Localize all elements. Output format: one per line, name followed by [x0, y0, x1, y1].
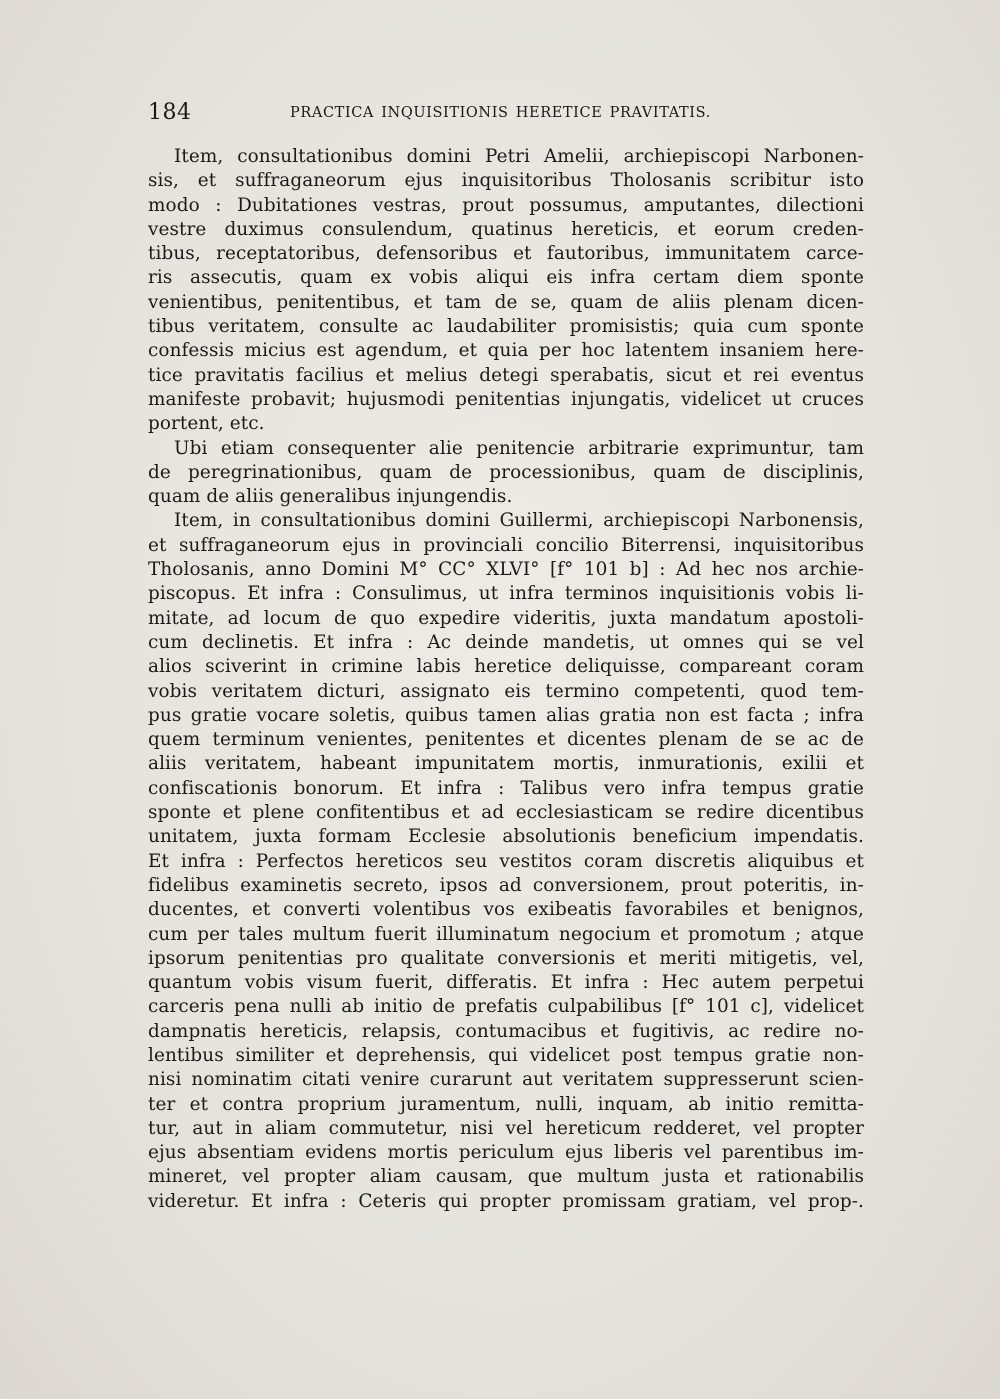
text-line: tibus veritatem, consulte ac laudabiliter promisistis; quia cum sponte — [148, 316, 864, 338]
text-line: Tholosanis, anno Domini M° CC° XLVI° [f° 101 b] : Ad hec nos archie- — [148, 559, 864, 581]
text-line: ducentes, et converti volentibus vos exibeatis favorabiles et benignos, — [148, 899, 864, 921]
text-line: piscopus. Et infra : Consulimus, ut infra terminos inquisitionis vobis li- — [148, 583, 864, 605]
text-line: vestre duximus consulendum, quatinus hereticis, et eorum creden- — [148, 218, 864, 240]
text-line: cum per tales multum fuerit illuminatum negocium et promotum ; atque — [148, 923, 864, 945]
text-line: de peregrinationibus, quam de processionibus, quam de disciplinis, — [148, 461, 864, 483]
text-line: tice pravitatis facilius et melius detegi sperabatis, sicut et rei eventus — [148, 364, 864, 386]
running-title: PRACTICA INQUISITIONIS HERETICE PRAVITATIS. — [290, 105, 711, 121]
text-line: ter et contra proprium juramentum, nulli, inquam, ab initio remitta- — [148, 1093, 864, 1115]
text-line: tur, aut in aliam commutetur, nisi vel hereticum redderet, vel propter — [148, 1117, 864, 1139]
text-line: modo : Dubitationes vestras, prout possumus, amputantes, dilectioni — [148, 194, 864, 216]
text-line: quem terminum venientes, penitentes et dicentes plenam de se ac de — [148, 729, 864, 751]
text-line: carceris pena nulli ab initio de prefatis culpabilibus [f° 101 c], videlicet — [148, 996, 864, 1018]
text-line: Item, in consultationibus domini Guillermi, archiepiscopi Narbonensis, — [174, 510, 864, 532]
text-line: portent, etc. — [148, 413, 265, 435]
text-line: fidelibus examinetis secreto, ipsos ad conversionem, prout poteritis, in- — [148, 874, 864, 896]
text-line: manifeste probavit; hujusmodi penitentias injungatis, videlicet ut cruces — [148, 388, 864, 410]
text-line: unitatem, juxta formam Ecclesie absolutionis beneficium impendatis. — [148, 826, 864, 848]
text-line: tibus, receptatoribus, defensoribus et fautoribus, immunitatem carce- — [148, 243, 864, 265]
text-line: pus gratie vocare soletis, quibus tamen alias gratia non est facta ; infra — [148, 704, 864, 726]
text-line: nisi nominatim citati venire curarunt aut veritatem suppresserunt scien- — [148, 1069, 864, 1091]
text-line: venientibus, penitentibus, et tam de se, quam de aliis plenam dicen- — [148, 291, 864, 313]
text-line: mineret, vel propter aliam causam, que multum justa et rationabilis — [148, 1166, 864, 1188]
text-line: dampnatis hereticis, relapsis, contumacibus et fugitivis, ac redire no- — [148, 1020, 864, 1042]
text-line: Et infra : Perfectos hereticos seu vestitos coram discretis aliquibus et — [148, 850, 864, 872]
text-line: mitate, ad locum de quo expedire videritis, juxta mandatum apostoli- — [148, 607, 864, 629]
text-line: vobis veritatem dicturi, assignato eis termino competenti, quod tem- — [148, 680, 864, 702]
text-line: ejus absentiam evidens mortis periculum ejus liberis vel parentibus im- — [148, 1142, 864, 1164]
running-head — [148, 100, 868, 130]
text-line: cum declinetis. Et infra : Ac deinde mandetis, ut omnes qui se vel — [148, 631, 864, 653]
text-line: sis, et suffraganeorum ejus inquisitoribus Tholosanis scribitur isto — [148, 170, 864, 192]
text-line: et suffraganeorum ejus in provinciali concilio Biterrensi, inquisitoribus — [148, 534, 864, 556]
body-text — [148, 145, 864, 1214]
text-line: aliis veritatem, habeant impunitatem mortis, inmurationis, exilii et — [148, 753, 864, 775]
text-line: ipsorum penitentias pro qualitate conversionis et meriti mitigetis, vel, — [148, 947, 864, 969]
page-number: 184 — [148, 100, 192, 125]
text-line: Item, consultationibus domini Petri Amelii, archiepiscopi Narbonen- — [174, 146, 864, 167]
text-line: quantum vobis visum fuerit, differatis. Et infra : Hec autem perpetui — [148, 972, 864, 994]
text-line: quam de aliis generalibus injungendis. — [148, 486, 513, 508]
text-line: alios sciverint in crimine labis heretice deliquisse, compareant coram — [148, 656, 864, 678]
text-line: Ubi etiam consequenter alie penitencie arbitrarie exprimuntur, tam — [174, 437, 864, 459]
text-line: ris assecutis, quam ex vobis aliqui eis infra certam diem sponte — [148, 267, 864, 289]
text-line: confiscationis bonorum. Et infra : Talibus vero infra tempus gratie — [148, 777, 864, 799]
text-line: confessis micius est agendum, et quia per hoc latentem insaniem here- — [148, 340, 864, 362]
text-line: lentibus similiter et deprehensis, qui videlicet post tempus gratie non- — [148, 1044, 864, 1066]
text-line: videretur. Et infra : Ceteris qui propter promissam gratiam, vel prop-. — [148, 1190, 864, 1212]
text-line: sponte et plene confitentibus et ad ecclesiasticam se redire dicentibus — [148, 802, 864, 824]
